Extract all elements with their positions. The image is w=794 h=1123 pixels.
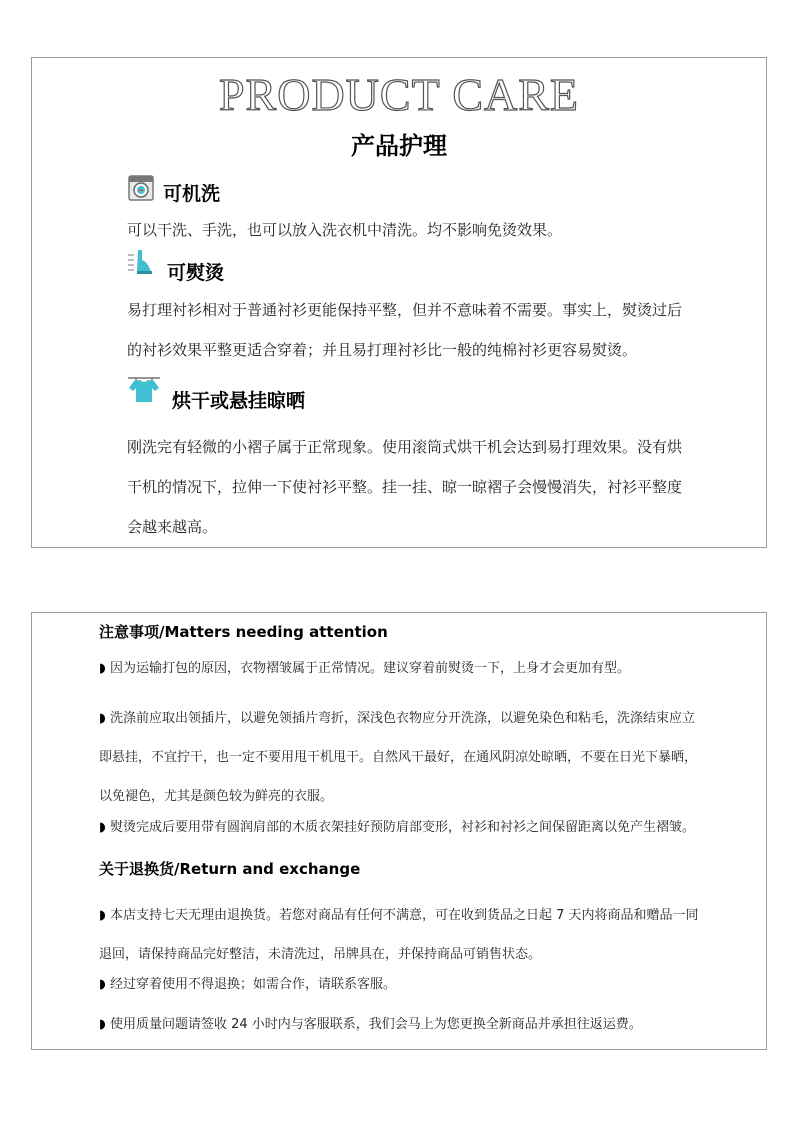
iron-icon	[127, 248, 155, 276]
return-item: ◗ 本店支持七天无理由退换货。若您对商品有任何不满意，可在收到货品之日起 7 天内将商品和赠品一同退回，请保持商品完好整洁，未清洗过，吊牌具在，并保持商品可销售状态。	[99, 896, 699, 974]
bullet-icon: ◗	[99, 1017, 106, 1032]
attention-item: ◗ 熨烫完成后要用带有圆润肩部的木质衣架挂好预防肩部变形，衬衫和衬衫之间保留距离以免产生褶皱。	[99, 818, 699, 838]
return-item: ◗ 经过穿着使用不得退换；如需合作，请联系客服。	[99, 975, 699, 995]
attention-item: ◗ 因为运输打包的原因，衣物褶皱属于正常情况。建议穿着前熨烫一下，上身才会更加有型。	[99, 659, 699, 679]
section-text-machine-wash: 可以干洗、手洗，也可以放入洗衣机中清洗。均不影响免烫效果。	[127, 221, 563, 239]
attention-item: ◗ 洗涤前应取出领插片，以避免领插片弯折，深浅色衣物应分开洗涤，以避免染色和粘毛，洗涤结束应立即悬挂，不宜拧干，也一定不要用甩干机甩干。自然风干最好，在通风阴凉处晾晒，不要在日光下暴晒，以免褪色，尤其是颜色较为鲜亮的衣服。	[99, 699, 699, 816]
bullet-icon: ◗	[99, 977, 106, 992]
return-item: ◗ 使用质量问题请签收 24 小时内与客服联系，我们会马上为您更换全新商品并承担往返运费。	[99, 1015, 699, 1035]
section-text-dry-hang: 刚洗完有轻微的小褶子属于正常现象。使用滚筒式烘干机会达到易打理效果。没有烘干机的情况下，拉伸一下使衬衫平整。挂一挂、晾一晾褶子会慢慢消失，衬衫平整度会越来越高。	[127, 438, 683, 536]
return-title: 关于退换货/Return and exchange	[99, 860, 361, 878]
notes-panel	[31, 612, 767, 1050]
washing-machine-icon	[127, 174, 155, 202]
product-care-subtitle: 产品护理	[351, 132, 447, 160]
product-care-panel	[31, 57, 767, 548]
section-heading-dry-hang: 烘干或悬挂晾晒	[172, 390, 306, 412]
hanging-shirt-icon	[128, 374, 160, 404]
bullet-icon: ◗	[99, 908, 106, 923]
attention-title: 注意事项/Matters needing attention	[99, 623, 388, 641]
product-care-title: PRODUCT CARE	[218, 69, 580, 120]
bullet-icon: ◗	[99, 661, 106, 676]
section-text-iron: 易打理衬衫相对于普通衬衫更能保持平整，但并不意味着不需要。事实上，熨烫过后的衬衫效果平整更适合穿着；并且易打理衬衫比一般的纯棉衬衫更容易熨烫。	[127, 301, 683, 359]
bullet-icon: ◗	[99, 711, 106, 726]
bullet-icon: ◗	[99, 820, 106, 835]
section-heading-iron: 可熨烫	[167, 262, 225, 284]
section-heading-machine-wash: 可机洗	[163, 183, 221, 205]
